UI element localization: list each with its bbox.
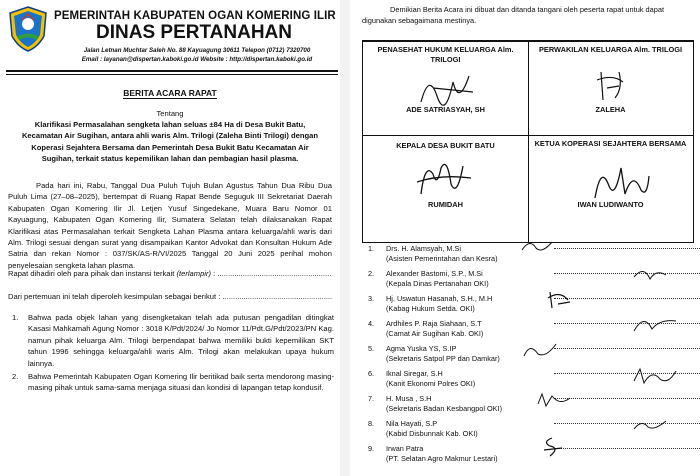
- attendee-signature: [630, 313, 680, 335]
- document-subject: Klarifikasi Permasalahan sengketa lahan seluas ±84 Ha di Desa Bukit Batu, Kecamatan Air Sugihan, antara ahli waris Alm. Trilogi (Zaleha Binti Trilogi) dengan Koperasi Sejahtera Bersama dan Pemerintah Desa Bukit Batu Kecamatan Air Sugihan, terkait status kepemilikan lahan dan pembagian hasil plasma.: [21, 120, 319, 164]
- letterhead-contact: Email : layanan@dispertan.kaboki.go.id Website : http://dispertan.kaboki.go.id: [81, 56, 313, 63]
- signature-ade-satriasyah: [413, 66, 483, 110]
- signatory-name: IWAN LUDIWANTO: [577, 200, 644, 209]
- attendee-signature: [518, 236, 558, 256]
- attendee-signature: [534, 390, 574, 410]
- conclusion-intro: Dari pertemuan ini telah diperoleh kesimpulan sebagai berikut : .....: [8, 291, 332, 302]
- letterhead-agency: DINAS PERTANAHAN: [96, 22, 292, 43]
- right-page: Demikian Berita Acara ini dibuat dan ditanda tangani oleh peserta rapat untuk dapat digunakan sebagaimana mestinya. PENASEHAT HUKUM KELUARGA Alm. TRILOGI ADE SATRIASYAH, SH PERWAKILAN KELUARGA Alm. TRILOGI ZALEHA KEPALA DESA BUKIT BATU RUMIDAH KETUA KOPERASI SEJAHTERA BERSAMA IWAN LUDIWANTO 1. Drs. H. Alamsyah, M.Si (Asisten Pemerintahan dan Kesra) 2. Alexander Bastomi, S.P., M.Si (Kepala Dinas Pertanahan OKI) 3. Hj. Uswatun Hasanah, S.H., M.H (Kabag Hukum Setda. OKI) 4. Ardhiles P. Raja Siahaan, S.T (Camat Air Sugihan Kab. OKI) 5. Agma Yuska YS, S.IP (Sekretaris Satpol PP dan Damkar) 6. Iknal Siregar, S.H (Kanit Ekonomi Polres OKI) 7. H. Musa , S.H (Sekretaris Badan Kesbangpol OKI) 8. Nila Hayati, S.P (Kabid Disbunnak Kab. OKI) 9. Irwan Patra (PT. Selatan Agro Makmur Lestari): [350, 0, 700, 476]
- signature-zaleha: [593, 68, 633, 104]
- list-item: 1. Bahwa pada objek lahan yang disengketakan telah ada putusan pengadilan ditingkat Kasasi Mahkamah Agung Nomor : 3018 K/Pdt/2024/ Jo Nomor 11/Pdt.G/Pdt/2023/PN Kag. namun pihak keluarga Alm. Trilogi berpendapat bahwa memiliki bukti kepemilikan SKT tahun 1996 sehingga keluarga/ahli waris Alm. Trilogi akan melakukan upaya hukum lainnya.: [12, 313, 334, 368]
- signatory-heading: PENASEHAT HUKUM KELUARGA Alm. TRILOGI: [377, 45, 514, 64]
- attendee-signature: [544, 288, 574, 310]
- attendance-statement: Rapat dihadiri oleh para pihak dan instansi terkait (terlampir) : .....: [8, 268, 332, 279]
- letterhead-address: Jalan Letnan Muchtar Saleh No. 88 Kayuagung 30611 Telepon (0712) 7320700: [83, 47, 311, 54]
- signatory-name: RUMIDAH: [428, 200, 463, 209]
- letterhead-rule-thin: [6, 74, 338, 75]
- attendee-signature: [520, 340, 560, 360]
- signatory-heading: KEPALA DESA BUKIT BATU: [396, 141, 495, 150]
- signature-iwan-ludiwanto: [585, 160, 655, 204]
- regency-emblem-icon: [8, 6, 48, 52]
- list-item: 2. Bahwa Pemerintah Kabupaten Ogan Komering Ilir beritikad baik serta mendorong masing-masing pihak untuk sama-sama menjaga situasi dan kondisi di lapangan tetap kondusif.: [12, 372, 334, 393]
- document-title: BERITA ACARA RAPAT: [123, 88, 217, 98]
- signatory-heading: KETUA KOPERASI SEJAHTERA BERSAMA: [534, 139, 687, 148]
- attendee-signature: [630, 365, 680, 387]
- subject-label: Tentang: [156, 109, 184, 118]
- left-page: [0, 0, 340, 476]
- signature-table: [362, 40, 694, 243]
- closing-statement: Demikian Berita Acara ini dibuat dan ditanda tangani oleh peserta rapat untuk dapat digunakan sebagaimana mestinya.: [362, 5, 665, 25]
- letterhead-government: PEMERINTAH KABUPATEN OGAN KOMERING ILIR: [54, 10, 336, 22]
- attendee-signature: [538, 434, 568, 460]
- signatory-name: ZALEHA: [595, 105, 626, 114]
- signature-rumidah: [411, 154, 477, 202]
- signatory-name: ADE SATRIASYAH, SH: [406, 105, 485, 114]
- attendee-signature: [630, 415, 670, 435]
- conclusion-list: [8, 312, 334, 396]
- page-gutter: [340, 0, 350, 476]
- signatory-heading: PERWAKILAN KELUARGA Alm. TRILOGI: [538, 45, 683, 54]
- opening-paragraph: Pada hari ini, Rabu, Tanggal Dua Puluh Tujuh Bulan Agustus Tahun Dua Ribu Dua Puluh Lima (27–08–2025), bertempat di Ruang Rapat Bende Seguguk III Sekretariat Daerah Kabupaten Ogan Komering Ilir Jl. Letjen Yusuf Singedekane, Muara Baru Nomor 01 Kayuagung, Kabupaten Ogan Komering Ilir, Sumatera Selatan telah dilaksanakan Rapat Klarifikasi atas Permasalahan terkait Sengketa Lahan Plasma antara keluarga/ahli waris dari Alm. Trilogi sesuai dengan surat yang disampaikan Kantor Advokat dan Konsultan Hukum Ade Satria dan rekan Nomor : 037/SK/AS-R/VI/2025 Tanggal 20 Juni 2025 perihal mohon penyelesaian sengketa lahan plasma.: [8, 181, 332, 270]
- letterhead-rule: [6, 70, 338, 72]
- attendee-signature: [630, 265, 670, 285]
